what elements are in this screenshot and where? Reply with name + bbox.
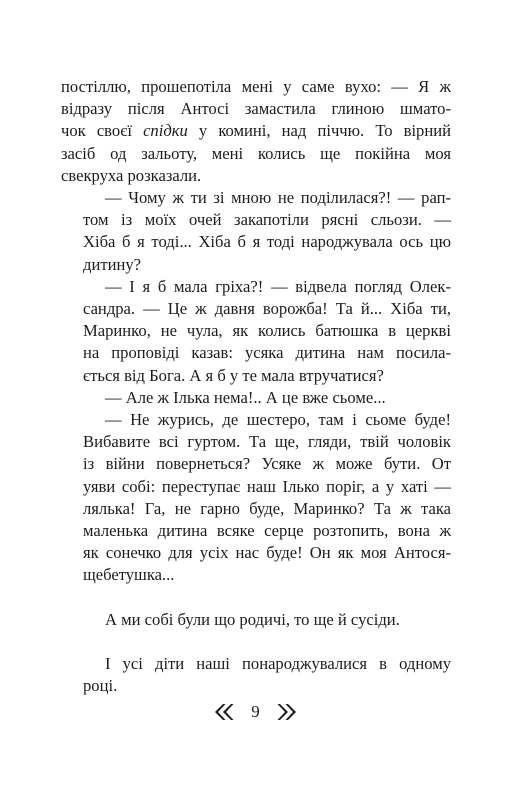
text-line: як сонечко для усіх нас буде! Он як моя Антося- <box>83 543 451 563</box>
text-line: ється від Бога. А я б у те мала втручатися? <box>83 365 384 385</box>
text-line: постіллю, прошепотіла мені у саме вухо: — Я ж <box>61 77 451 96</box>
text-line: відразу після Антосі замастила глиною шмато- <box>61 99 451 119</box>
text-line: на проповіді казав: усяка дитина нам посила- <box>83 343 451 363</box>
text-run: чок своєї <box>61 121 144 141</box>
text-line: із війни повернеться? Усяке ж може бути. От <box>83 454 451 474</box>
text-line: лялька! Га, не гарно буде, Маринко? Та ж така <box>83 498 451 518</box>
paragraph <box>61 76 451 187</box>
double-chevron-left-icon <box>211 702 237 722</box>
text-line: дитину? <box>83 254 141 274</box>
text-line: уяви собі: переступає наш Ілько поріг, а у хаті — <box>83 476 451 496</box>
paragraph <box>61 276 451 387</box>
text-line: Вибавите всі гуртом. Та ще, гляди, твій чоловік <box>83 432 451 452</box>
italic-word: спідки <box>143 121 188 141</box>
text-line: — Але ж Ілька нема!.. А це вже сьоме... <box>105 387 386 407</box>
text-line: Хіба б я тоді... Хіба б я тоді народжувала ось цю <box>83 232 451 252</box>
paragraph <box>61 187 451 276</box>
text-line: маленька дитина всяке серце розтопить, вона ж <box>83 521 451 541</box>
text-run: у комині, над піччю. То вірний <box>187 121 451 141</box>
double-chevron-right-icon <box>274 702 300 722</box>
paragraph <box>61 387 451 409</box>
page-footer <box>0 700 511 724</box>
text-line <box>61 120 451 142</box>
text-line: сандра. — Це ж давня ворожба! Та й... Хіба ти, <box>83 299 451 319</box>
text-line: — Не журись, де шестеро, там і сьоме буде! <box>105 410 451 430</box>
text-line: щебетушка... <box>83 565 175 585</box>
body-text <box>61 76 451 697</box>
page-number: 9 <box>251 702 260 721</box>
text-line: Маринко, не чула, як колись батюшка в церкві <box>83 321 451 341</box>
paragraph <box>61 653 451 697</box>
text-line: — І я б мала гріха?! — відвела погляд Олек- <box>105 276 451 296</box>
text-line: — Чому ж ти зі мною не поділилася?! — рап- <box>105 188 451 208</box>
text-line: засіб од зальоту, мені колись ще покійна моя <box>61 143 451 163</box>
text-line: А ми собі були що родичі, то ще й сусіди. <box>105 609 400 629</box>
paragraph <box>61 609 451 631</box>
text-line: том із моїх очей закапотіли рясні сльози. — <box>83 210 451 230</box>
text-line: свекруха розказали. <box>61 165 202 185</box>
paragraph <box>61 409 451 587</box>
text-line: І усі діти наші понароджувалися в одному <box>105 653 451 673</box>
text-line: році. <box>83 676 118 696</box>
